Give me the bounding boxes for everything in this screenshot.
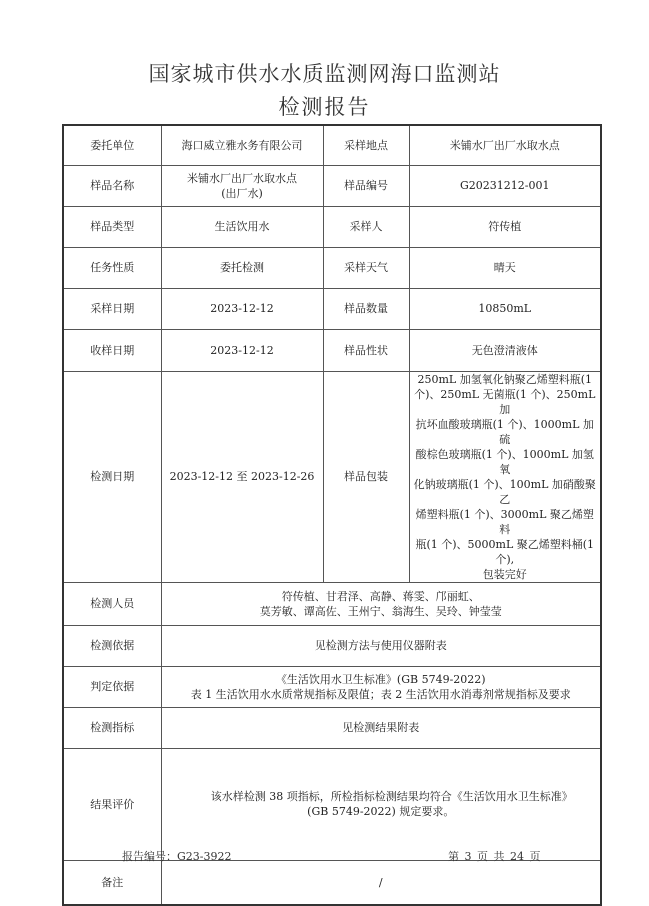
sample-name-label: 样品名称 [63,165,161,206]
packaging-line: 烯塑料瓶(1 个)、3000mL 聚乙烯塑料 [415,507,594,536]
sample-state-value: 无色澄清液体 [409,329,601,371]
packaging-line: 个)、250mL 无菌瓶(1 个)、250mL 加 [414,387,596,416]
packaging-line: 抗坏血酸玻璃瓶(1 个)、1000mL 加硫 [415,417,594,446]
weather-value: 晴天 [409,247,601,288]
judgment-value [161,666,601,707]
basis-label: 检测依据 [63,625,161,666]
evaluation-label: 结果评价 [63,748,161,860]
report-table [62,124,602,906]
sample-no-value: G20231212-001 [409,165,601,206]
judgment-line1: 《生活饮用水卫生标准》(GB 5749-2022) [275,672,486,686]
testers-line2: 莫芳敏、谭高佐、王州宁、翁海生、吴玲、钟莹莹 [259,604,502,618]
table-row [63,125,601,165]
sampling-date-value: 2023-12-12 [161,288,323,329]
sampler-value: 符传植 [409,206,601,247]
sampling-site-value: 米铺水厂出厂水取水点 [409,125,601,165]
client-value: 海口威立雅水务有限公司 [161,125,323,165]
sample-no-label: 样品编号 [323,165,409,206]
remarks-label: 备注 [63,860,161,905]
table-row [63,247,601,288]
sample-state-label: 样品性状 [323,329,409,371]
evaluation-line2: (GB 5749-2022) 规定要求。 [307,805,455,818]
client-label: 委托单位 [63,125,161,165]
table-row [63,625,601,666]
receipt-date-value: 2023-12-12 [161,329,323,371]
sample-type-label: 样品类型 [63,206,161,247]
judgment-line2: 表 1 生活饮用水水质常规指标及限值；表 2 生活饮用水消毒剂常规指标及要求 [190,687,571,701]
basis-value: 见检测方法与使用仪器附表 [161,625,601,666]
table-row [63,288,601,329]
sampling-site-label: 采样地点 [323,125,409,165]
table-row [63,329,601,371]
report-title: 检测报告 [278,95,371,119]
table-row [63,666,601,707]
sample-name-value [161,165,323,206]
packaging-label: 样品包装 [323,371,409,582]
sampler-label: 采样人 [323,206,409,247]
table-row [63,860,601,905]
packaging-line: 化钠玻璃瓶(1 个)、100mL 加硝酸聚乙 [413,477,596,506]
sample-name-line2: (出厂水) [221,186,263,200]
sample-name-line1: 米铺水厂出厂水取水点 [187,171,297,185]
page-number: 第 3 页 共 24 页 [448,850,541,863]
table-row [63,206,601,247]
sample-qty-label: 样品数量 [323,288,409,329]
testers-line1: 符传植、甘君泽、高静、蒋雯、邝丽虹、 [281,589,480,603]
evaluation-value [161,748,601,860]
sample-qty-value: 10850mL [409,288,601,329]
packaging-line: 瓶(1 个)、5000mL 聚乙烯塑料桶(1 个), [415,537,595,566]
task-label: 任务性质 [63,247,161,288]
sample-type-value: 生活饮用水 [161,206,323,247]
table-row [63,371,601,582]
remarks-value: / [161,860,601,905]
packaging-line: 250mL 加氢氧化钠聚乙烯塑料瓶(1 [417,372,593,386]
table-row [63,582,601,625]
weather-label: 采样天气 [323,247,409,288]
organization-title: 国家城市供水水质监测网海口监测站 [148,62,501,86]
test-date-value: 2023-12-12 至 2023-12-26 [161,371,323,582]
task-value: 委托检测 [161,247,323,288]
table-row [63,165,601,206]
report-number: 报告编号：G23-3922 [122,850,232,863]
evaluation-line1: 该水样检测 38 项指标，所检指标检测结果均符合《生活饮用水卫生标准》 [210,790,573,803]
sampling-date-label: 采样日期 [63,288,161,329]
packaging-value [409,371,601,582]
table-row [63,707,601,748]
testers-label: 检测人员 [63,582,161,625]
receipt-date-label: 收样日期 [63,329,161,371]
table-row [63,748,601,860]
testers-value [161,582,601,625]
packaging-line: 包装完好 [482,567,527,581]
test-date-label: 检测日期 [63,371,161,582]
judgment-label: 判定依据 [63,666,161,707]
indicators-label: 检测指标 [63,707,161,748]
indicators-value: 见检测结果附表 [161,707,601,748]
packaging-line: 酸棕色玻璃瓶(1 个)、1000mL 加氢氧 [415,447,594,476]
